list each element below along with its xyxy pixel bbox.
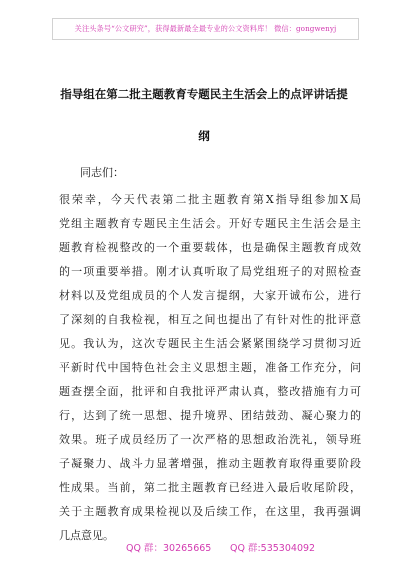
header-banner-text: 关注头条号“公文研究”，获得最新最全最专业的公文资料库！ 微信：gongwenyj — [74, 24, 337, 33]
body-paragraph — [59, 188, 361, 548]
paragraph-line: 党组主题教育专题民主生活会。开好专题民主生活会是主 — [59, 217, 361, 230]
paragraph-line: 效果。班子成员经历了一次严格的思想政治洗礼，领导班 — [59, 433, 361, 446]
document-title-line-1: 指导组在第二批主题教育专题民主生活会上的点评讲话提 — [60, 87, 348, 101]
paragraph-line: 题教育检视整改的一个重要载体，也是确保主题教育成效 — [59, 241, 361, 254]
paragraph-line: 关于主题教育成果检视以及后续工作，在这里，我再强调 — [59, 505, 361, 518]
paragraph-line: 行，达到了统一思想、提升境界、团结鼓劲、凝心聚力的 — [59, 409, 361, 422]
paragraph-line: 很荣幸，今天代表第二批主题教育第X指导组参加X局 — [59, 193, 361, 206]
paragraph-line: 子凝聚力、战斗力显著增强，推动主题教育取得重要阶段 — [59, 457, 361, 470]
paragraph-line: 见。我认为，这次专题民主生活会紧紧围绕学习贯彻习近 — [59, 337, 361, 350]
salutation: 同志们： — [80, 166, 124, 179]
paragraph-line: 几点意见。 — [59, 529, 114, 542]
paragraph-line: 平新时代中国特色社会主义思想主题，准备工作充分，问 — [59, 361, 361, 374]
footer-qq-group-left: QQ 群：30265665 — [126, 543, 212, 554]
paragraph-line: 的一项重要举措。刚才认真听取了局党组班子的对照检查 — [59, 265, 361, 278]
header-banner — [52, 18, 359, 40]
footer-qq-group-right: QQ 群:535304092 — [230, 543, 316, 554]
paragraph-line: 材料以及党组成员的个人发言提纲，大家开诚布公，进行 — [59, 289, 361, 302]
paragraph-line: 性成果。当前，第二批主题教育已经进入最后收尾阶段， — [59, 481, 361, 494]
paragraph-line: 题查摆全面，批评和自我批评严肃认真，整改措施有力可 — [59, 385, 361, 398]
document-title-line-2: 纲 — [198, 129, 210, 143]
paragraph-line: 了深刻的自我检视，相互之间也提出了有针对性的批评意 — [59, 313, 361, 326]
